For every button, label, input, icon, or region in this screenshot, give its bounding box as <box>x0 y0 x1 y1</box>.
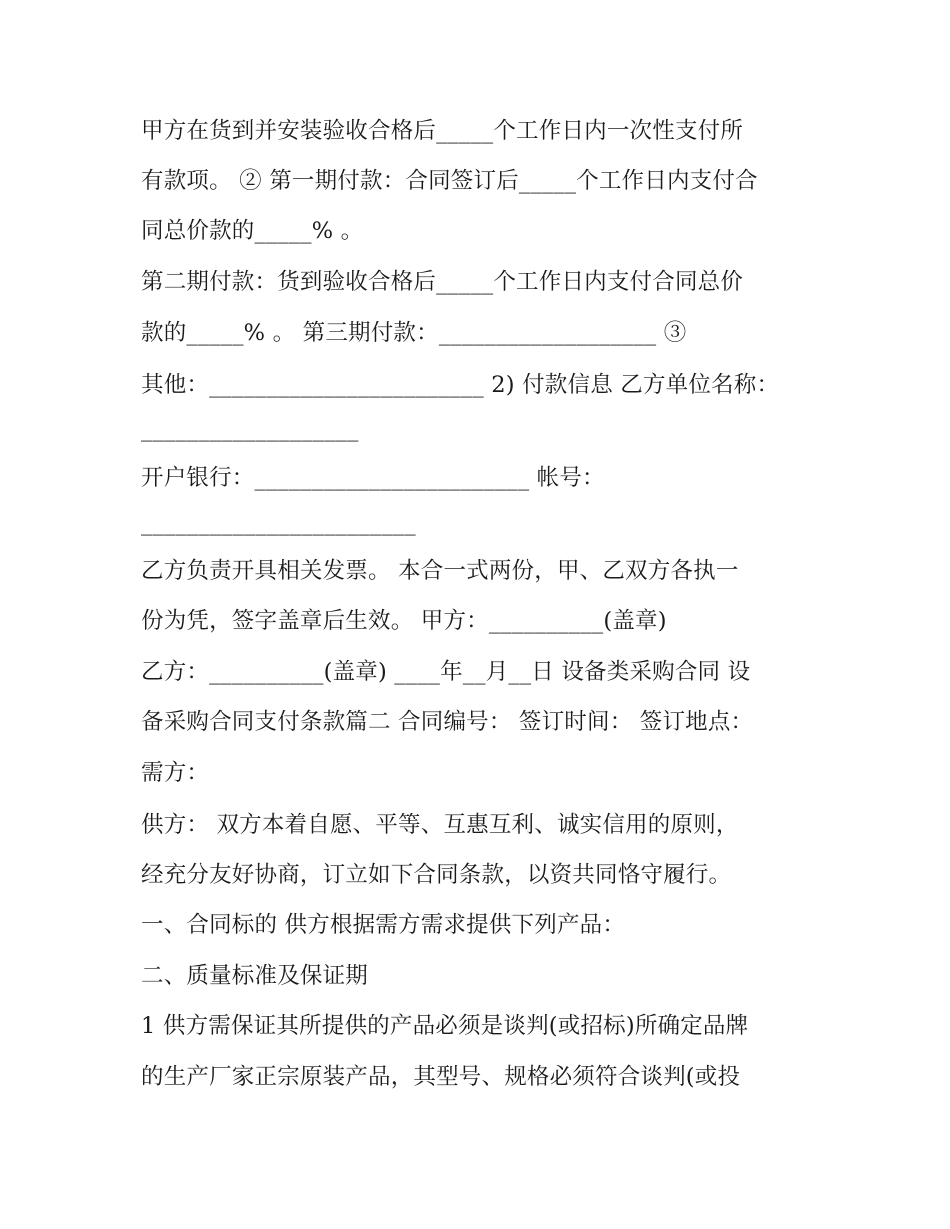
text-line-20: 的生产厂家正宗原装产品，其型号、规格必须符合谈判(或投 <box>141 1064 741 1090</box>
text-line-14: 需方： <box>141 760 210 786</box>
text-line-6: 其他：________________________ 2) 付款信息 乙方单位名称： <box>141 372 780 398</box>
text-line-12: 乙方：__________(盖章) ____年__月__日 设备类采购合同 设 <box>141 659 751 685</box>
text-line-1: 甲方在货到并安装验收合格后_____个工作日内一次性支付所 <box>141 118 744 144</box>
text-line-7: ___________________ <box>141 416 359 442</box>
text-line-13: 备采购合同支付条款篇二 合同编号： 签订时间： 签订地点： <box>141 709 754 735</box>
text-line-10: 乙方负责开具相关发票。 本合一式两份，甲、乙双方各执一 <box>141 558 739 584</box>
text-line-4: 第二期付款：货到验收合格后_____个工作日内支付合同总价 <box>141 269 744 295</box>
text-line-9: ________________________ <box>141 510 416 536</box>
text-line-17: 一、合同标的 供方根据需方需求提供下列产品： <box>141 912 626 938</box>
text-line-3: 同总价款的_____% 。 <box>141 218 364 244</box>
text-line-19: 1 供方需保证其所提供的产品必须是谈判(或招标)所确定品牌 <box>141 1013 749 1039</box>
text-line-16: 经充分友好协商，订立如下合同条款，以资共同恪守履行。 <box>141 862 732 888</box>
text-line-2: 有款项。 ② 第一期付款：合同签订后_____个工作日内支付合 <box>141 168 758 194</box>
text-line-8: 开户银行：________________________ 帐号： <box>141 465 605 491</box>
text-line-11: 份为凭，签字盖章后生效。 甲方：__________(盖章) <box>141 608 667 634</box>
text-line-5: 款的_____% 。 第三期付款：___________________ ③ <box>141 320 687 346</box>
text-line-18: 二、质量标准及保证期 <box>141 963 369 989</box>
text-line-15: 供方： 双方本着自愿、平等、互惠互利、诚实信用的原则， <box>141 812 739 838</box>
